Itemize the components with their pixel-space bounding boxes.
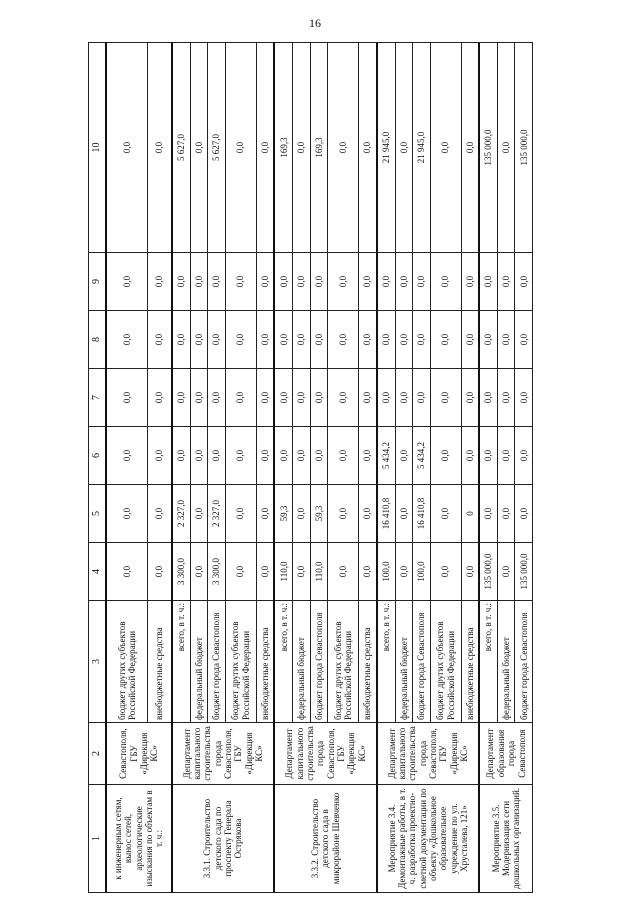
- value-cell-col-9: 0,0: [293, 253, 311, 311]
- funding-source-cell: внебюджетные средства: [461, 601, 479, 723]
- funding-source-cell: всего, в т. ч.:: [479, 601, 497, 723]
- value-cell-col-8: 0,0: [274, 311, 292, 369]
- value-cell-col-5: 0,0: [497, 485, 514, 543]
- value-cell-col-4: 0,0: [225, 543, 256, 601]
- value-cell-col-9: 0,0: [274, 253, 292, 311]
- value-cell-col-9: 0,0: [430, 253, 461, 311]
- value-cell-col-5: 0,0: [479, 485, 497, 543]
- value-cell-col-5: 2 327,0: [208, 485, 226, 543]
- value-cell-col-8: 0,0: [377, 311, 395, 369]
- value-cell-col-9: 0,0: [225, 253, 256, 311]
- value-cell-col-6: 0,0: [359, 427, 377, 485]
- value-cell-col-6: 0,0: [274, 427, 292, 485]
- value-cell-col-10: 5 627,0: [172, 43, 190, 253]
- value-cell-col-8: 0,0: [172, 311, 190, 369]
- value-cell-col-9: 0,0: [479, 253, 497, 311]
- funding-source-cell: бюджет других субъектов Российской Федерации: [106, 601, 148, 723]
- value-cell-col-10: 0,0: [430, 43, 461, 253]
- table-row: [274, 43, 292, 893]
- value-cell-col-8: 0,0: [413, 311, 431, 369]
- value-cell-col-8: 0,0: [359, 311, 377, 369]
- funding-source-cell: внебюджетные средства: [256, 601, 274, 723]
- activity-cell: Мероприятие 3.5. Модернизация сети дошкольных организаций.: [479, 785, 532, 893]
- value-cell-col-4: 110,0: [310, 543, 328, 601]
- column-number-2: 2: [89, 723, 107, 785]
- value-cell-col-7: 0,0: [225, 369, 256, 427]
- value-cell-col-8: 0,0: [461, 311, 479, 369]
- value-cell-col-9: 0,0: [148, 253, 172, 311]
- funding-source-cell: бюджет города Севастополя: [208, 601, 226, 723]
- value-cell-col-9: 0,0: [497, 253, 514, 311]
- value-cell-col-6: 5 434,2: [413, 427, 431, 485]
- column-number-6: 6: [89, 427, 107, 485]
- value-cell-col-10: 135 000,0: [515, 43, 533, 253]
- value-cell-col-10: 0,0: [293, 43, 311, 253]
- value-cell-col-10: 169,3: [310, 43, 328, 253]
- funding-source-cell: бюджет других субъектов Российской Федерации: [328, 601, 359, 723]
- value-cell-col-6: 0,0: [190, 427, 208, 485]
- header-row: [89, 43, 107, 893]
- funding-source-cell: федеральный бюджет: [293, 601, 311, 723]
- value-cell-col-10: 21 945,0: [377, 43, 395, 253]
- value-cell-col-8: 0,0: [395, 311, 413, 369]
- value-cell-col-7: 0,0: [190, 369, 208, 427]
- executor-cell: Департамент капитального строительства города Севастополя, ГБУ «Дирекция КС»: [377, 723, 480, 785]
- value-cell-col-6: 0,0: [310, 427, 328, 485]
- value-cell-col-7: 0,0: [310, 369, 328, 427]
- funding-source-cell: бюджет города Севастополя: [515, 601, 533, 723]
- value-cell-col-7: 0,0: [395, 369, 413, 427]
- column-number-1: 1: [89, 785, 107, 893]
- value-cell-col-6: 0,0: [479, 427, 497, 485]
- value-cell-col-6: 0,0: [172, 427, 190, 485]
- value-cell-col-4: 110,0: [274, 543, 292, 601]
- value-cell-col-6: 0,0: [461, 427, 479, 485]
- value-cell-col-4: 0,0: [293, 543, 311, 601]
- value-cell-col-7: 0,0: [461, 369, 479, 427]
- value-cell-col-4: 0,0: [497, 543, 514, 601]
- value-cell-col-10: 0,0: [225, 43, 256, 253]
- value-cell-col-9: 0,0: [395, 253, 413, 311]
- page-number: 16: [309, 16, 321, 30]
- value-cell-col-7: 0,0: [106, 369, 148, 427]
- value-cell-col-9: 0,0: [106, 253, 148, 311]
- value-cell-col-10: 0,0: [328, 43, 359, 253]
- value-cell-col-4: 3 300,0: [172, 543, 190, 601]
- value-cell-col-9: 0,0: [515, 253, 533, 311]
- value-cell-col-10: 0,0: [190, 43, 208, 253]
- value-cell-col-7: 0,0: [208, 369, 226, 427]
- value-cell-col-4: 0,0: [461, 543, 479, 601]
- value-cell-col-4: 0,0: [190, 543, 208, 601]
- funding-source-cell: всего, в т. ч.:: [274, 601, 292, 723]
- funding-source-cell: федеральный бюджет: [395, 601, 413, 723]
- value-cell-col-8: 0,0: [515, 311, 533, 369]
- value-cell-col-5: 0,0: [515, 485, 533, 543]
- value-cell-col-6: 0,0: [515, 427, 533, 485]
- value-cell-col-5: 0,0: [148, 485, 172, 543]
- value-cell-col-10: 135 000,0: [479, 43, 497, 253]
- value-cell-col-6: 0,0: [328, 427, 359, 485]
- value-cell-col-4: 0,0: [256, 543, 274, 601]
- value-cell-col-8: 0,0: [225, 311, 256, 369]
- value-cell-col-10: 169,3: [274, 43, 292, 253]
- value-cell-col-9: 0,0: [413, 253, 431, 311]
- value-cell-col-7: 0,0: [148, 369, 172, 427]
- value-cell-col-7: 0,0: [172, 369, 190, 427]
- value-cell-col-4: 0,0: [395, 543, 413, 601]
- column-number-7: 7: [89, 369, 107, 427]
- budget-table: [88, 42, 533, 893]
- executor-cell: Департамент капитального строительства города Севастополя, ГБУ «Дирекция КС»: [274, 723, 377, 785]
- value-cell-col-9: 0,0: [172, 253, 190, 311]
- table-row: [377, 43, 395, 893]
- value-cell-col-7: 0,0: [293, 369, 311, 427]
- value-cell-col-10: 0,0: [148, 43, 172, 253]
- value-cell-col-7: 0,0: [256, 369, 274, 427]
- value-cell-col-6: 0,0: [148, 427, 172, 485]
- value-cell-col-10: 0,0: [256, 43, 274, 253]
- executor-cell: Департамент образования города Севастополя: [479, 723, 532, 785]
- funding-source-cell: внебюджетные средства: [359, 601, 377, 723]
- value-cell-col-10: 21 945,0: [413, 43, 431, 253]
- value-cell-col-6: 5 434,2: [377, 427, 395, 485]
- value-cell-col-9: 0,0: [328, 253, 359, 311]
- value-cell-col-10: 0,0: [395, 43, 413, 253]
- value-cell-col-8: 0,0: [430, 311, 461, 369]
- value-cell-col-5: 0,0: [106, 485, 148, 543]
- value-cell-col-8: 0,0: [190, 311, 208, 369]
- funding-source-cell: бюджет других субъектов Российской Федерации: [225, 601, 256, 723]
- value-cell-col-4: 0,0: [359, 543, 377, 601]
- column-number-5: 5: [89, 485, 107, 543]
- value-cell-col-7: 0,0: [377, 369, 395, 427]
- activity-cell: 3.3.2. Строительство детского сада в микрорайоне Шевченко: [274, 785, 377, 893]
- value-cell-col-5: 16 410,8: [377, 485, 395, 543]
- funding-source-cell: бюджет города Севастополя: [310, 601, 328, 723]
- value-cell-col-9: 0,0: [208, 253, 226, 311]
- value-cell-col-8: 0,0: [208, 311, 226, 369]
- value-cell-col-5: 0,0: [395, 485, 413, 543]
- activity-cell: к инженерным сетям, вынос сетей, археологические изыскания по объектам в т. ч.:: [106, 785, 172, 893]
- value-cell-col-8: 0,0: [497, 311, 514, 369]
- value-cell-col-6: 0,0: [256, 427, 274, 485]
- value-cell-col-4: 0,0: [328, 543, 359, 601]
- rotated-table-container: [88, 43, 533, 893]
- value-cell-col-5: 0,0: [225, 485, 256, 543]
- funding-source-cell: федеральный бюджет: [497, 601, 514, 723]
- value-cell-col-7: 0,0: [359, 369, 377, 427]
- value-cell-col-5: 59,3: [274, 485, 292, 543]
- value-cell-col-10: 5 627,0: [208, 43, 226, 253]
- value-cell-col-7: 0,0: [497, 369, 514, 427]
- value-cell-col-4: 100,0: [413, 543, 431, 601]
- value-cell-col-4: 0,0: [106, 543, 148, 601]
- value-cell-col-7: 0,0: [515, 369, 533, 427]
- column-number-3: 3: [89, 601, 107, 723]
- table-row: [106, 43, 148, 893]
- value-cell-col-5: 0,0: [293, 485, 311, 543]
- value-cell-col-5: 16 410,8: [413, 485, 431, 543]
- value-cell-col-6: 0,0: [293, 427, 311, 485]
- value-cell-col-9: 0,0: [190, 253, 208, 311]
- table-row: [479, 43, 497, 893]
- value-cell-col-5: 0,0: [328, 485, 359, 543]
- column-number-9: 9: [89, 253, 107, 311]
- funding-source-cell: федеральный бюджет: [190, 601, 208, 723]
- value-cell-col-10: 0,0: [106, 43, 148, 253]
- value-cell-col-9: 0,0: [359, 253, 377, 311]
- value-cell-col-4: 0,0: [430, 543, 461, 601]
- value-cell-col-5: 2 327,0: [172, 485, 190, 543]
- value-cell-col-6: 0,0: [430, 427, 461, 485]
- value-cell-col-6: 0,0: [208, 427, 226, 485]
- funding-source-cell: всего, в т. ч.:: [377, 601, 395, 723]
- value-cell-col-7: 0,0: [479, 369, 497, 427]
- value-cell-col-7: 0,0: [430, 369, 461, 427]
- value-cell-col-8: 0,0: [293, 311, 311, 369]
- value-cell-col-9: 0,0: [377, 253, 395, 311]
- table-body: [89, 43, 533, 893]
- value-cell-col-10: 0,0: [461, 43, 479, 253]
- value-cell-col-4: 135 000,0: [515, 543, 533, 601]
- value-cell-col-5: 0,0: [190, 485, 208, 543]
- executor-cell: Севастополя, ГБУ «Дирекция КС»: [106, 723, 172, 785]
- value-cell-col-8: 0,0: [106, 311, 148, 369]
- value-cell-col-10: 0,0: [497, 43, 514, 253]
- value-cell-col-5: 0,0: [430, 485, 461, 543]
- column-number-4: 4: [89, 543, 107, 601]
- funding-source-cell: бюджет города Севастополя: [413, 601, 431, 723]
- value-cell-col-6: 0,0: [225, 427, 256, 485]
- value-cell-col-10: 0,0: [359, 43, 377, 253]
- value-cell-col-4: 3 300,0: [208, 543, 226, 601]
- value-cell-col-4: 135 000,0: [479, 543, 497, 601]
- executor-cell: Департамент капитального строительства города Севастополя, ГБУ «Дирекция КС»: [172, 723, 275, 785]
- value-cell-col-7: 0,0: [413, 369, 431, 427]
- value-cell-col-6: 0,0: [106, 427, 148, 485]
- value-cell-col-6: 0,0: [395, 427, 413, 485]
- value-cell-col-5: 0,0: [256, 485, 274, 543]
- funding-source-cell: бюджет других субъектов Российской Федерации: [430, 601, 461, 723]
- value-cell-col-6: 0,0: [497, 427, 514, 485]
- value-cell-col-7: 0,0: [328, 369, 359, 427]
- funding-source-cell: всего, в т. ч.:: [172, 601, 190, 723]
- value-cell-col-8: 0,0: [479, 311, 497, 369]
- value-cell-col-4: 0,0: [148, 543, 172, 601]
- value-cell-col-8: 0,0: [256, 311, 274, 369]
- funding-source-cell: внебюджетные средства: [148, 601, 172, 723]
- value-cell-col-7: 0,0: [274, 369, 292, 427]
- value-cell-col-8: 0,0: [310, 311, 328, 369]
- value-cell-col-4: 100,0: [377, 543, 395, 601]
- value-cell-col-5: 0: [461, 485, 479, 543]
- value-cell-col-8: 0,0: [328, 311, 359, 369]
- column-number-10: 10: [89, 43, 107, 253]
- activity-cell: 3.3.1. Строительство детского сада по проспекту Генерала Острякова: [172, 785, 275, 893]
- value-cell-col-8: 0,0: [148, 311, 172, 369]
- table-row: [172, 43, 190, 893]
- value-cell-col-9: 0,0: [461, 253, 479, 311]
- value-cell-col-9: 0,0: [310, 253, 328, 311]
- value-cell-col-5: 59,3: [310, 485, 328, 543]
- value-cell-col-9: 0,0: [256, 253, 274, 311]
- activity-cell: Мероприятие 3.4. Демонтажные работы, в т. ч. разработка проектно-сметной документации по объекту «Дошкольное образовательное учреждение по ул. Хрусталева, 121»: [377, 785, 480, 893]
- column-number-8: 8: [89, 311, 107, 369]
- value-cell-col-5: 0,0: [359, 485, 377, 543]
